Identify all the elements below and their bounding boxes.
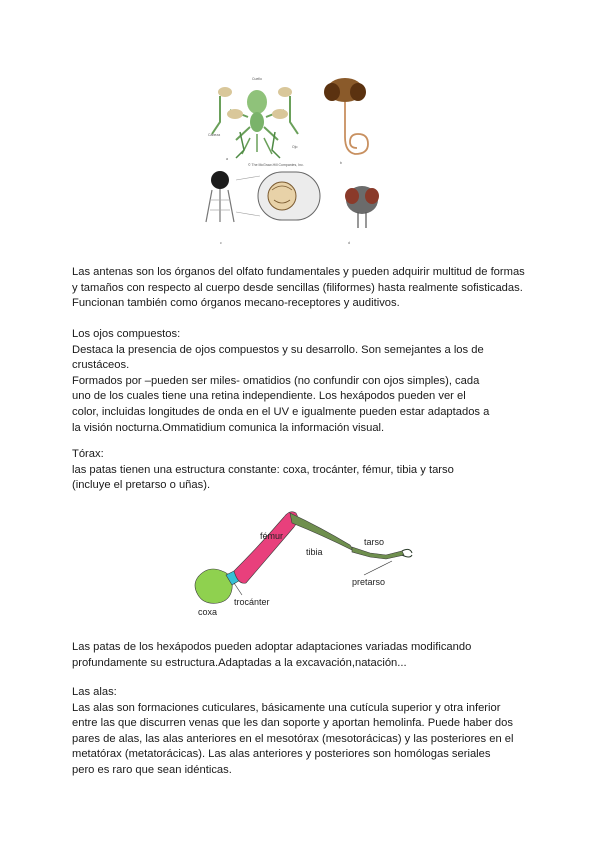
text-line: Las antenas son los órganos del olfato fundamentales y pueden adquirir multitud de formas (72, 266, 525, 278)
coxa-segment (195, 569, 232, 603)
text-line: Formados por –pueden ser miles- omatidios (no confundir con ojos simples), cada (72, 374, 480, 387)
text-line: color, incluidas longitudes de onda en el UV e igualmente pueden estar adaptados a (72, 405, 490, 418)
leader-line-trocanter (234, 583, 242, 595)
text-line: y tamaños con respecto al cuerpo desde sencillas (filiformes) hasta realmente sofisticadas. (72, 281, 523, 294)
text-line: profundamente su estructura.Adaptadas a la excavación,natación... (72, 656, 407, 669)
label-ojo: Ojo (292, 145, 298, 149)
label-tarso: tarso (364, 537, 385, 547)
panel-label-a: a (226, 157, 228, 161)
label-trocanter: trocánter (234, 597, 270, 607)
leader-line-pretarso (364, 561, 392, 575)
text-line: (incluye el pretarso o uñas). (72, 479, 211, 492)
label-cuello: Cuello (252, 77, 262, 81)
tarsus-segment (352, 547, 404, 559)
label-coxa: coxa (198, 607, 218, 617)
text-line: metatórax (metatorácicas). Las alas anteriores y posteriores son homólogas seriales (72, 748, 491, 761)
text-line: las patas tienen una estructura constante: coxa, trocánter, fémur, tibia y tarso (72, 463, 454, 476)
legs-paragraph (72, 640, 532, 671)
copyright-caption: © The McGraw-Hill Companies, Inc. (248, 163, 304, 167)
text-line: pero es raro que sean idénticas. (72, 763, 232, 776)
panel-label-b: b (340, 161, 342, 165)
text-line: Destaca la presencia de ojos compuestos y su desarrollo. Son semejantes a los de (72, 343, 484, 356)
text-line: la visión nocturna.Ommatidium comunica la información visual. (72, 421, 385, 434)
label-femur: fémur (260, 531, 284, 541)
text-line: pares de alas, las alas anteriores en el mesotórax (mesotorácicas) y las posteriores en el (72, 732, 514, 745)
antennae-paragraph (72, 265, 532, 312)
text-line: Las alas son formaciones cuticulares, básicamente una cutícula superior y otra inferior (72, 701, 501, 714)
panel-a-antenna-types (208, 77, 304, 167)
text-line: crustáceos. (72, 359, 130, 372)
text-line: Las patas de los hexápodos pueden adoptar adaptaciones variadas modificando (72, 641, 472, 653)
text-line: entre las que discurren venas que les dan soporte y aportan hemolinfa. Puede haber dos (72, 717, 513, 730)
section-heading: Los ojos compuestos: (72, 328, 181, 340)
tibia-segment (290, 513, 354, 551)
thorax-section (72, 447, 532, 494)
text-line: uno de los cuales tiene una retina independiente. Los hexápodos pueden ver el (72, 390, 466, 403)
label-cabeza: Cabeza (208, 133, 221, 137)
label-tibia: tibia (306, 547, 323, 557)
panel-label-c: c (220, 241, 222, 245)
section-heading: Tórax: (72, 448, 104, 460)
section-heading: Las alas: (72, 686, 117, 698)
pretarsus-claws (402, 549, 412, 557)
femur-segment (234, 512, 298, 584)
panel-label-d: d (348, 241, 350, 245)
panel-b-moth-head (324, 78, 368, 165)
insect-leg-diagram (190, 505, 420, 620)
panel-d-fly-head (345, 186, 379, 245)
compound-eyes-section (72, 327, 532, 436)
panel-c-antenna-section (206, 171, 320, 245)
antennae-figure (200, 72, 400, 252)
text-line: Funcionan también como órganos mecano-receptores y auditivos. (72, 297, 400, 310)
label-pretarso: pretarso (352, 577, 386, 587)
wings-section (72, 685, 532, 779)
